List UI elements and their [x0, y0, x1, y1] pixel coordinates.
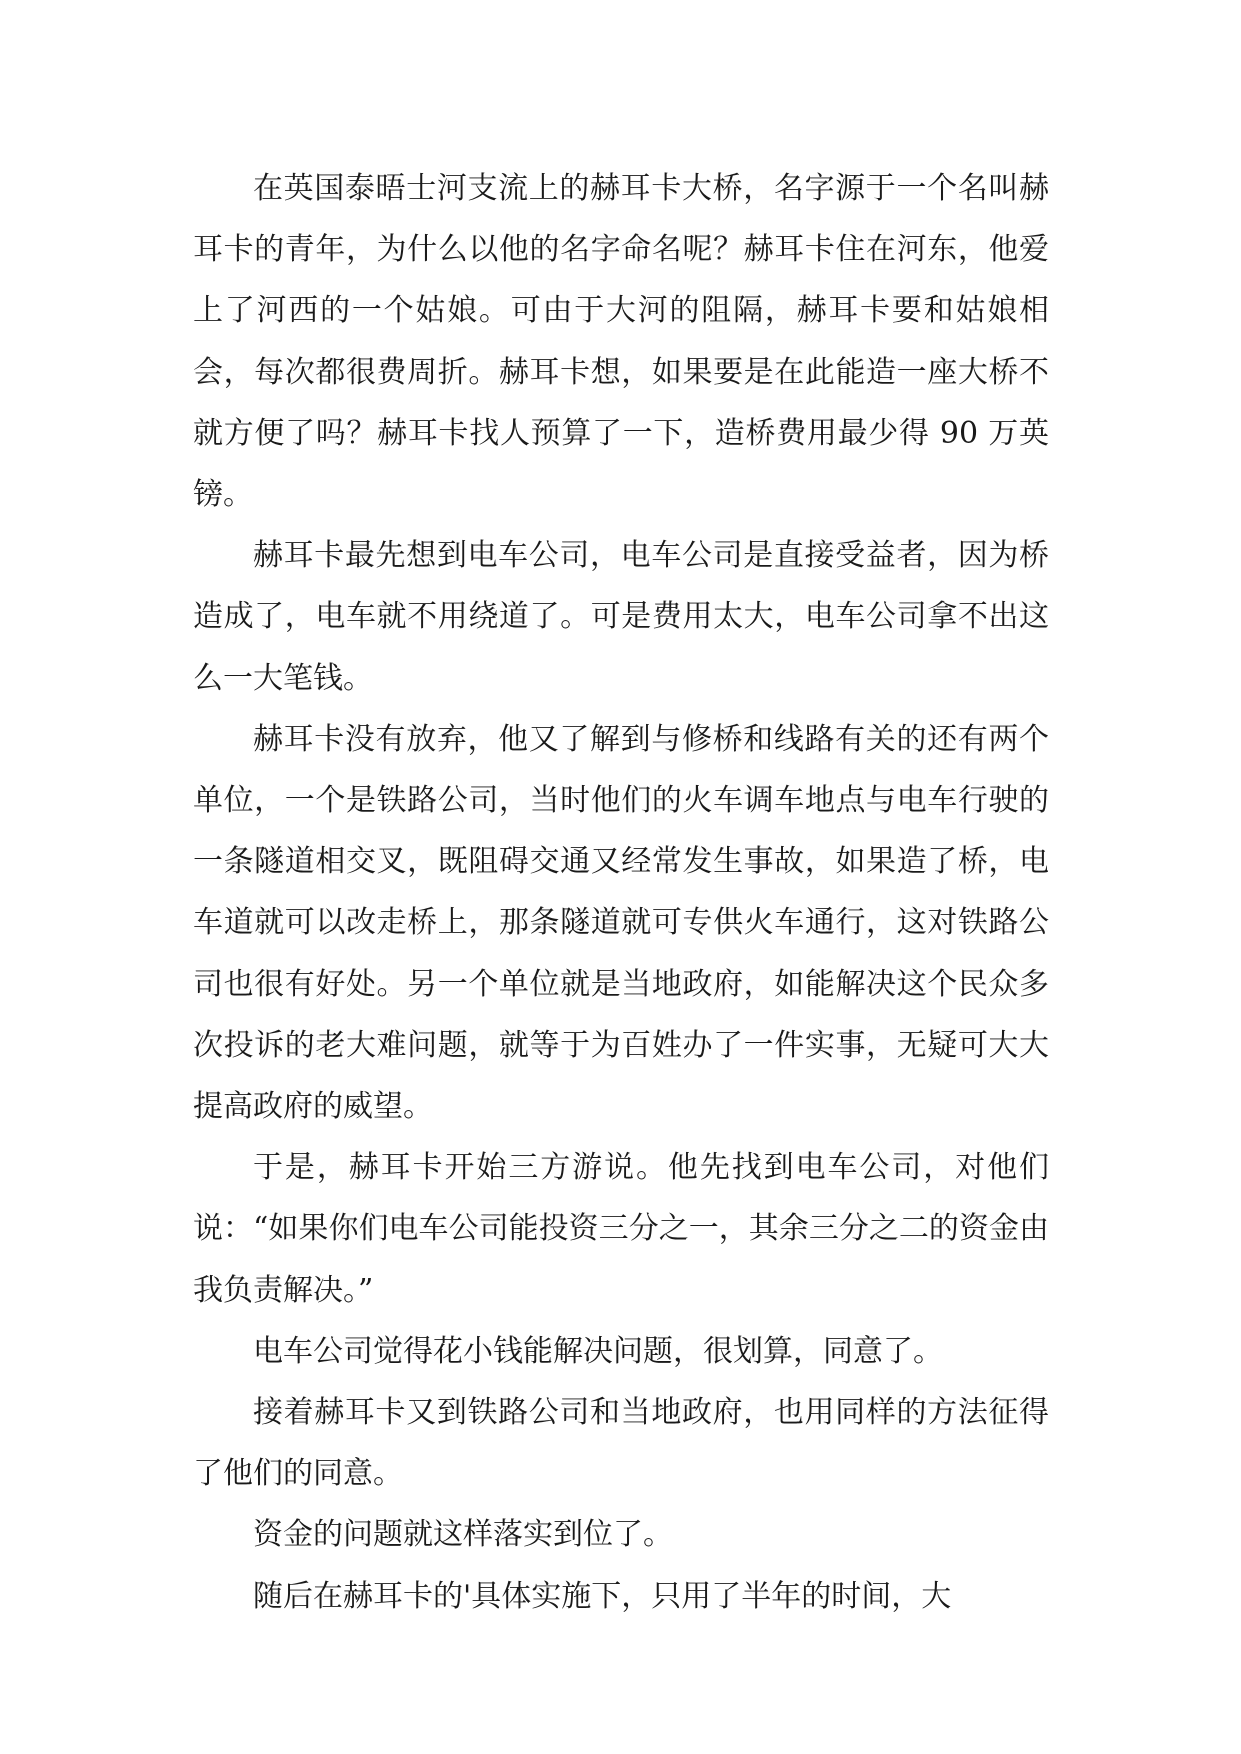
paragraph-2: 赫耳卡最先想到电车公司，电车公司是直接受益者，因为桥造成了，电车就不用绕道了。可是费用太大，电车公司拿不出这么一大笔钱。	[193, 538, 1049, 696]
paragraph-6: 接着赫耳卡又到铁路公司和当地政府，也用同样的方法征得了他们的同意。	[193, 1395, 1049, 1492]
paragraph-4: 于是，赫耳卡开始三方游说。他先找到电车公司，对他们说：“如果你们电车公司能投资三分之一，其余三分之二的资金由我负责解决。”	[193, 1150, 1049, 1308]
document-body	[193, 158, 1049, 1627]
paragraph-7: 资金的问题就这样落实到位了。	[253, 1517, 673, 1553]
paragraph-3: 赫耳卡没有放弃，他又了解到与修桥和线路有关的还有两个单位，一个是铁路公司，当时他们的火车调车地点与电车行驶的一条隧道相交叉，既阻碍交通又经常发生事故，如果造了桥，电车道就可以改走桥上，那条隧道就可专供火车通行，这对铁路公司也很有好处。另一个单位就是当地政府，如能解决这个民众多次投诉的老大难问题，就等于为百姓办了一件实事，无疑可大大提高政府的威望。	[193, 721, 1049, 1125]
paragraph-5: 电车公司觉得花小钱能解决问题，很划算，同意了。	[253, 1333, 943, 1369]
paragraph-8: 随后在赫耳卡的'具体实施下，只用了半年的时间，大	[253, 1578, 952, 1614]
paragraph-1: 在英国泰晤士河支流上的赫耳卡大桥，名字源于一个名叫赫耳卡的青年，为什么以他的名字命名呢？赫耳卡住在河东，他爱上了河西的一个姑娘。可由于大河的阻隔，赫耳卡要和姑娘相会，每次都很费周折。赫耳卡想，如果要是在此能造一座大桥不就方便了吗？赫耳卡找人预算了一下，造桥费用最少得 90 万英镑。	[193, 171, 1049, 513]
